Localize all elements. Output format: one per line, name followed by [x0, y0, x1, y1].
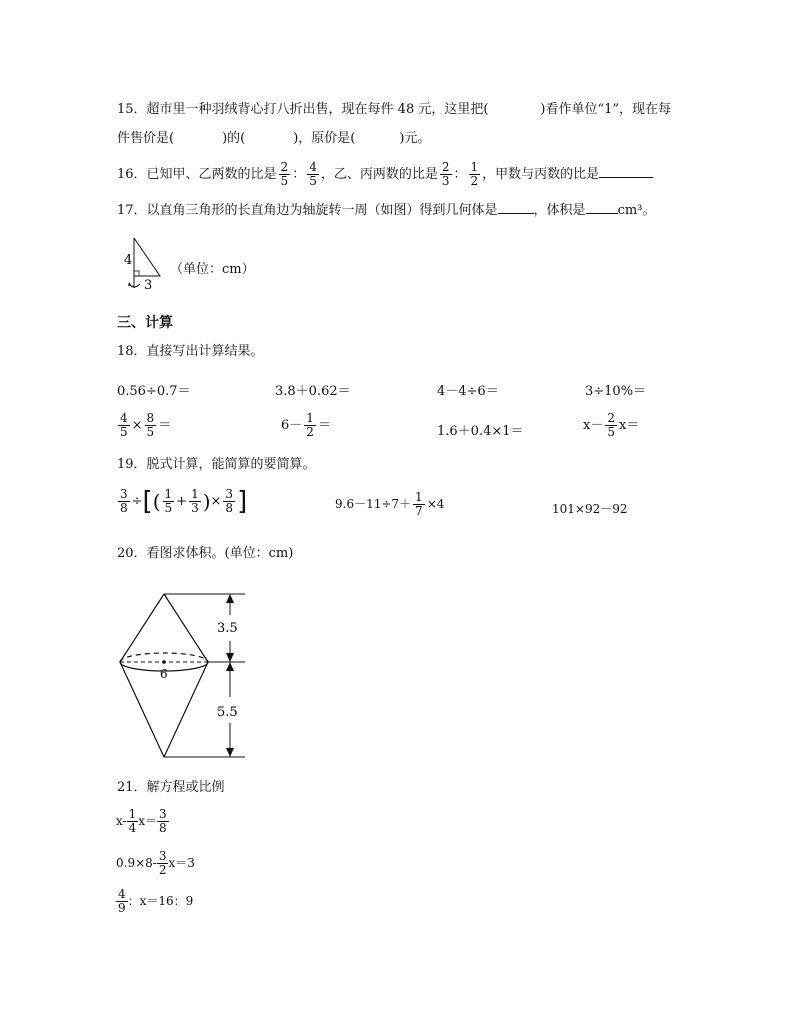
q17-line: 17．以直角三角形的长直角边为轴旋转一周（如图）得到几何体是 ，体积是 cm³。	[117, 203, 656, 218]
q20-title: 20．看图求体积。(单位：cm)	[117, 546, 294, 561]
q21-equation-1: x- $\frac{1}{4}$ x＝ $\frac{3}{8}$	[116, 807, 167, 835]
q18-item: 4－4÷6＝	[437, 384, 499, 399]
q21-equation-2: 0.9×8- $\frac{3}{2}$ x＝3	[116, 849, 195, 877]
q16-answer-blank[interactable]	[599, 165, 653, 178]
fraction: $\frac{4}{5}$	[309, 160, 317, 188]
q16-line: 16．已知甲、乙两数的比是 $\frac{2}{5}$ ： $\frac{4}{5}$ ，乙、丙两数的比是 $\frac{2}{3}$ ： $\frac{1}{2}$ ，甲数与丙数的比是	[117, 158, 653, 192]
fraction: $\frac{2}{5}$	[280, 160, 289, 188]
bottom-height-label: 5.5	[217, 705, 238, 720]
diameter-label: 6	[160, 667, 168, 681]
q21-equation-3: $\frac{4}{9}$ ：x＝16：9	[118, 887, 194, 915]
section-title-calc: 三、计算	[117, 315, 173, 331]
double-cone-figure	[110, 585, 270, 765]
q18-item: $\frac{4}{5}$ × $\frac{8}{5}$ ＝	[120, 411, 172, 439]
q18-item: 6－ $\frac{1}{2}$ ＝	[281, 411, 331, 439]
q17-unit: （单位：cm）	[170, 262, 255, 277]
q18-item: 3.8＋0.62＝	[275, 384, 351, 399]
q19-expr-3: 101×92－92	[552, 502, 628, 516]
triangle-base-label: 3	[144, 278, 153, 293]
q19-expr-2: 9.6－11÷7＋ $\frac{1}{7}$ ×4	[335, 490, 445, 518]
q18-item: x－ $\frac{2}{5}$ x＝	[583, 411, 640, 439]
q17-blank-shape[interactable]	[498, 201, 534, 214]
top-height-label: 3.5	[217, 621, 238, 636]
fraction: $\frac{1}{2}$	[470, 160, 479, 188]
fraction: $\frac{2}{3}$	[441, 160, 450, 188]
q18-item: 0.56÷0.7＝	[117, 384, 191, 399]
triangle-side-label: 4	[124, 253, 133, 268]
q19-expr-1: $\frac{3}{8}$ ÷[( $\frac{1}{5}$ + $\frac{1}{3}$ )× $\frac{3}{8}$ ]	[120, 486, 248, 517]
q21-title: 21．解方程或比例	[117, 780, 225, 795]
q18-title: 18．直接写出计算结果。	[117, 344, 264, 359]
q18-item: 3÷10%＝	[585, 384, 647, 399]
q19-title: 19．脱式计算，能简算的要简算。	[117, 457, 316, 472]
q15-line1: 15．超市里一种羽绒背心打八折出售，现在每件 48 元，这里把( )看作单位“1”，现在每	[117, 102, 672, 117]
q15-line2: 件售价是( )的( )，原价是( )元。	[117, 131, 431, 146]
q17-blank-volume[interactable]	[586, 201, 618, 214]
q18-item: 1.6＋0.4×1＝	[437, 424, 524, 439]
